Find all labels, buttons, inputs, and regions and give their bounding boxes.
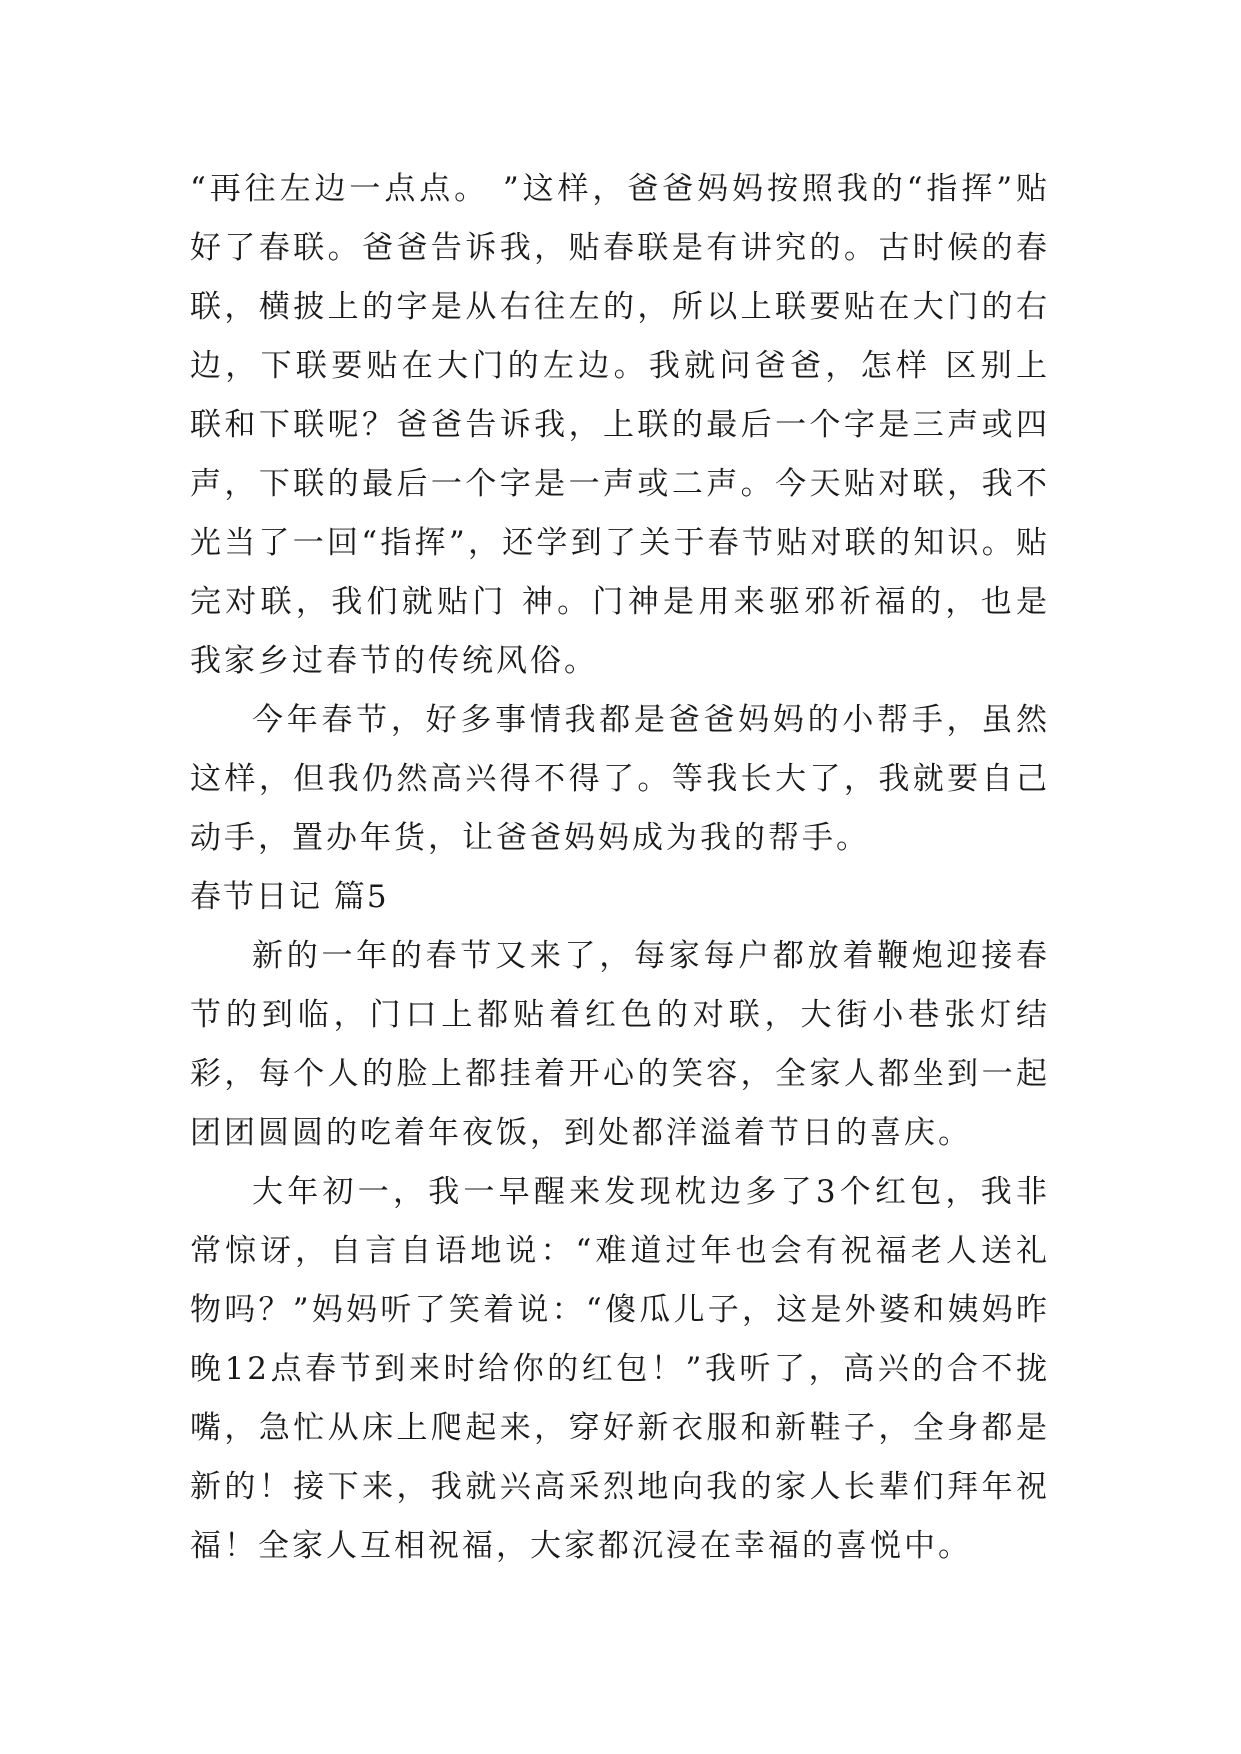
- paragraph-new-year: 新的一年的春节又来了，每家每户都放着鞭炮迎接春节的到临，门口上都贴着红色的对联，大街小巷张灯结彩，每个人的脸上都挂着开心的笑容，全家人都坐到一起团团圆圆的吃着年夜饭，到处都洋溢着节日的喜庆。: [190, 938, 1050, 1151]
- section-heading: 春节日记 篇5: [190, 879, 389, 915]
- paragraph-red-envelopes: 大年初一，我一早醒来发现枕边多了3个红包，我非常惊讶，自言自语地说：“难道过年也会有祝福老人送礼物吗？”妈妈听了笑着说：“傻瓜儿子，这是外婆和姨妈昨晚12点春节到来时给你的红包！”我听了，高兴的合不拢嘴，急忙从床上爬起来，穿好新衣服和新鞋子，全身都是新的！接下来，我就兴高采烈地向我的家人长辈们拜年祝福！全家人互相祝福，大家都沉浸在幸福的喜悦中。: [190, 1174, 1050, 1564]
- document-body: [190, 160, 1050, 1576]
- paragraph-couplets: “再往左边一点点。 ”这样，爸爸妈妈按照我的“指挥”贴好了春联。爸爸告诉我，贴春联是有讲究的。古时候的春联，横披上的字是从右往左的，所以上联要贴在大门的右边，下联要贴在大门的左边。我就问爸爸，怎样 区别上联和下联呢？爸爸告诉我，上联的最后一个字是三声或四声，下联的最后一个字是一声或二声。今天贴对联，我不光当了一回“指挥”，还学到了关于春节贴对联的知识。贴完对联，我们就贴门 神。门神是用来驱邪祈福的，也是我家乡过春节的传统风俗。: [190, 171, 1050, 679]
- paragraph-helper: 今年春节，好多事情我都是爸爸妈妈的小帮手，虽然这样，但我仍然高兴得不得了。等我长大了，我就要自己动手，置办年货，让爸爸妈妈成为我的帮手。: [190, 702, 1050, 856]
